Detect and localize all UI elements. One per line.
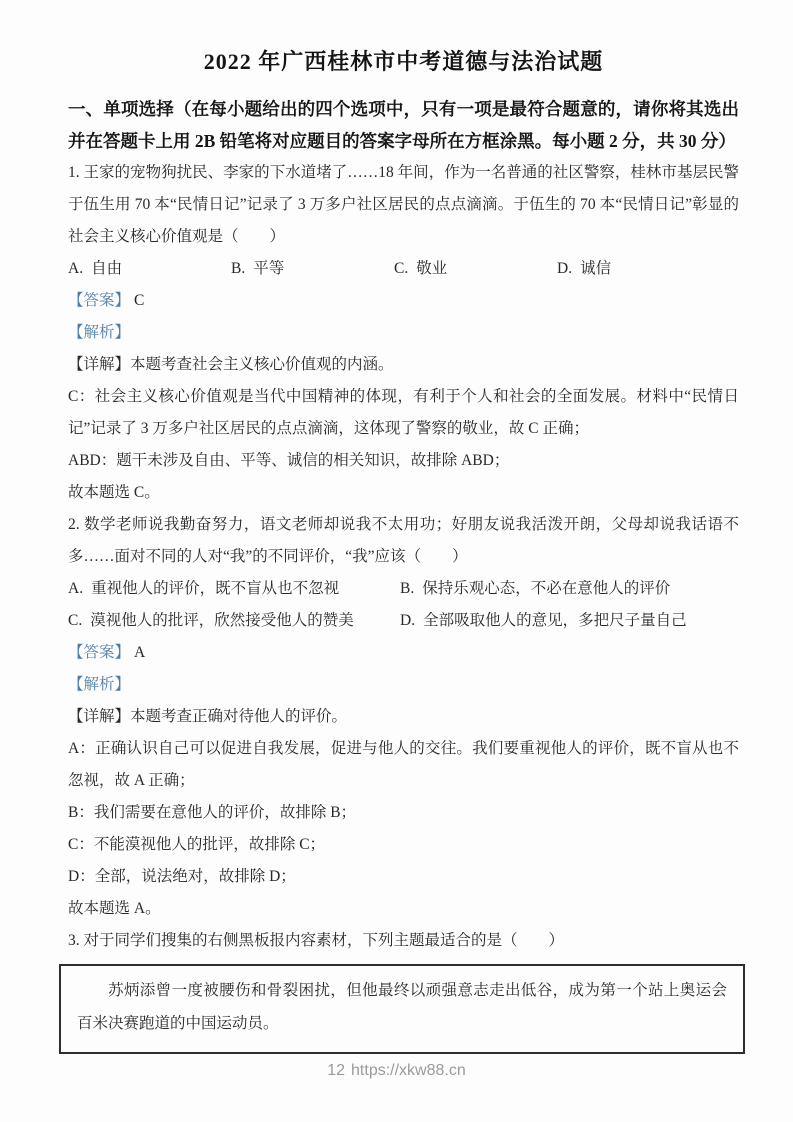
- q1-option-d-text: 诚信: [580, 260, 612, 277]
- q2-option-c: [68, 605, 400, 637]
- q2-detail-line: [68, 701, 739, 733]
- q2-option-c-text: 漠视他人的批评，欣然接受他人的赞美: [90, 612, 354, 629]
- q1-answer-tag: 【答案】: [68, 292, 131, 309]
- q2-option-a-label: A.: [68, 580, 84, 597]
- q1-option-c-label: C.: [394, 260, 409, 277]
- blackboard-material-box: [59, 964, 745, 1054]
- q1-option-d: [557, 253, 611, 285]
- footer-url: https://xkw88.cn: [351, 1062, 466, 1079]
- question-1-stem: 1. 王家的宠物狗扰民、李家的下水道堵了……18 年间，作为一名普通的社区警察，桂林市基层民警于伍生用 70 本“民情日记”记录了 3 万多户社区居民的点点滴滴。于伍生的 70 本“民情日记”彰显的社会主义核心价值观是（ ）: [68, 164, 739, 245]
- q2-option-d-text: 全部吸取他人的意见，多把尺子量自己: [423, 612, 687, 629]
- q2-analysis-line: [68, 669, 739, 701]
- section-heading: 一、单项选择（在每小题给出的四个选项中，只有一项是最符合题意的，请你将其选出并在答题卡上用 2B 铅笔将对应题目的答案字母所在方框涂黑。每小题 2 分，共 30 分）: [68, 99, 739, 151]
- q2-conclusion: 故本题选 A。: [68, 900, 161, 917]
- q2-option-a: [68, 573, 400, 605]
- question-1-options: [68, 253, 739, 285]
- q2-option-d-label: D.: [400, 612, 416, 629]
- q2-detail-tag: 【详解】: [68, 708, 131, 725]
- q2-answer-value: A: [134, 644, 146, 661]
- q2-option-d: [400, 605, 739, 637]
- q2-option-b-label: B.: [400, 580, 415, 597]
- question-2-options: [68, 573, 739, 637]
- question-2-stem: 2. 数学老师说我勤奋努力，语文老师却说我不太用功；好朋友说我活泼开朗，父母却说我话语不多……面对不同的人对“我”的不同评价，“我”应该（ ）: [68, 516, 739, 565]
- q1-option-d-label: D.: [557, 260, 573, 277]
- q2-explanation-b: B：我们需要在意他人的评价，故排除 B；: [68, 804, 357, 821]
- q2-answer-line: [68, 637, 739, 669]
- material-text: 苏炳添曾一度被腰伤和骨裂困扰，但他最终以顽强意志走出低谷，成为第一个站上奥运会百米决赛跑道的中国运动员。: [77, 982, 727, 1032]
- question-3-stem: 3. 对于同学们搜集的右侧黑板报内容素材，下列主题最适合的是（ ）: [68, 932, 565, 949]
- q1-option-a-label: A.: [68, 260, 84, 277]
- q1-detail-line: [68, 349, 739, 381]
- page-footer: [0, 1062, 793, 1080]
- q2-option-b: [400, 573, 739, 605]
- q1-option-c-text: 敬业: [416, 260, 448, 277]
- q1-option-b-text: 平等: [253, 260, 285, 277]
- q2-analysis-tag: 【解析】: [68, 676, 131, 693]
- q2-option-b-text: 保持乐观心态，不必在意他人的评价: [422, 580, 671, 597]
- q1-conclusion: 故本题选 C。: [68, 484, 160, 501]
- q2-detail-intro: 本题考查正确对待他人的评价。: [130, 708, 348, 725]
- q2-explanation-c: C：不能漠视他人的批评，故排除 C；: [68, 836, 326, 853]
- q1-option-a-text: 自由: [91, 260, 123, 277]
- q1-option-b: [231, 253, 394, 285]
- page-title: 2022 年广西桂林市中考道德与法治试题: [203, 49, 604, 74]
- q1-explanation-c: C：社会主义核心价值观是当代中国精神的体现，有利于个人和社会的全面发展。材料中“民情日记”记录了 3 万多户社区居民的点点滴滴，这体现了警察的敬业，故 C 正确；: [68, 388, 739, 437]
- q1-explanation-abd: ABD：题干未涉及自由、平等、诚信的相关知识，故排除 ABD；: [68, 452, 510, 469]
- q1-option-a: [68, 253, 231, 285]
- q2-option-c-label: C.: [68, 612, 83, 629]
- q2-answer-tag: 【答案】: [68, 644, 131, 661]
- q1-analysis-tag: 【解析】: [68, 324, 131, 341]
- q1-option-b-label: B.: [231, 260, 246, 277]
- q2-option-a-text: 重视他人的评价，既不盲从也不忽视: [91, 580, 340, 597]
- q2-explanation-a: A：正确认识自己可以促进自我发展，促进与他人的交往。我们要重视他人的评价，既不盲从也不忽视，故 A 正确；: [68, 740, 739, 789]
- page-number: 12: [327, 1062, 346, 1079]
- q1-answer-line: [68, 285, 739, 317]
- q1-detail-tag: 【详解】: [68, 356, 131, 373]
- q1-detail-intro: 本题考查社会主义核心价值观的内涵。: [130, 356, 394, 373]
- q1-option-c: [394, 253, 557, 285]
- q1-answer-value: C: [134, 292, 145, 309]
- q2-explanation-d: D：全部，说法绝对，故排除 D；: [68, 868, 296, 885]
- q1-analysis-line: [68, 317, 739, 349]
